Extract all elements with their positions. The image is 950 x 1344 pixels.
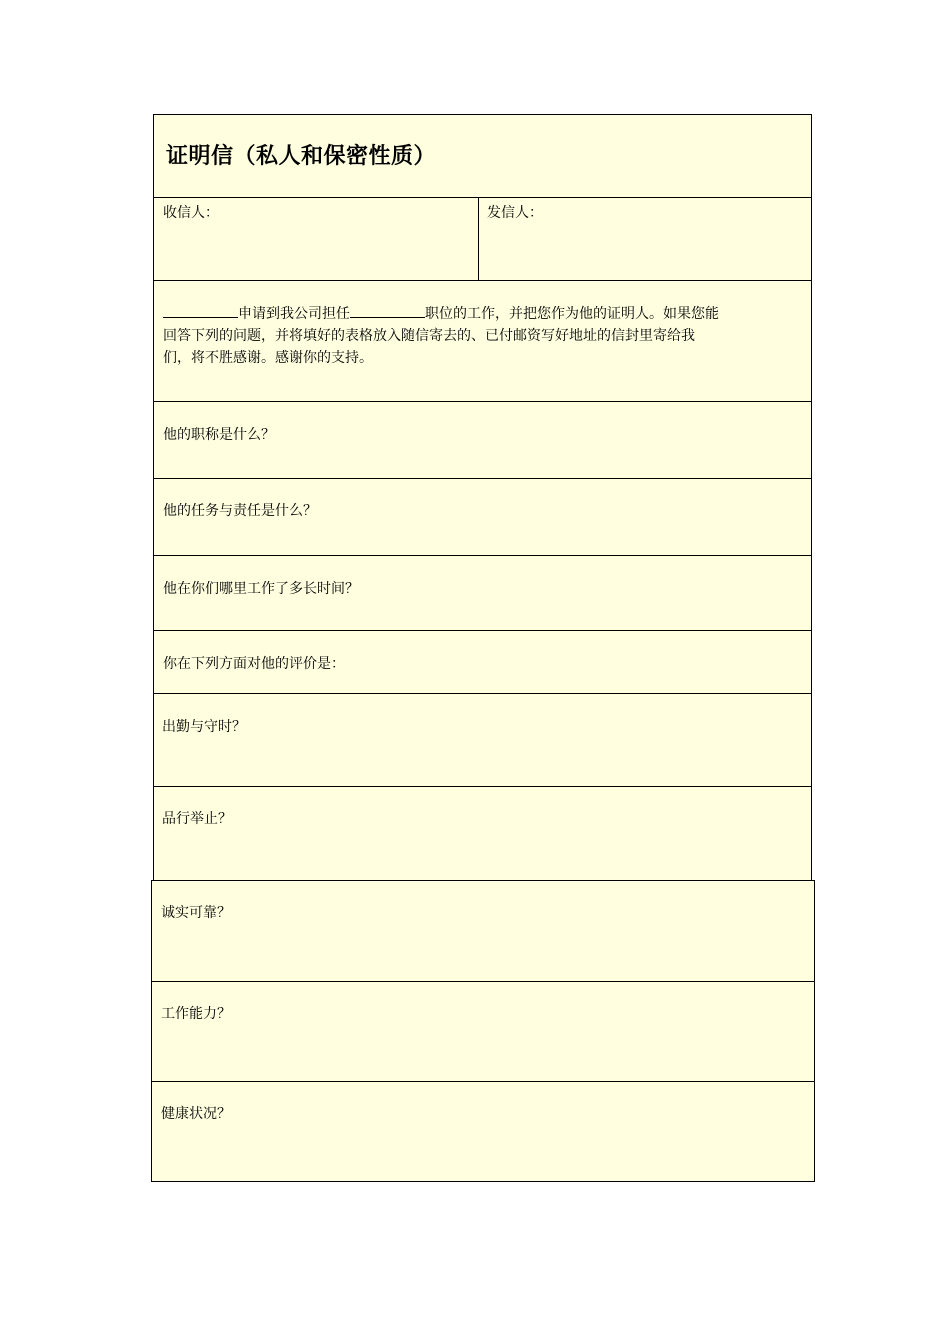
- column-divider: [478, 198, 479, 280]
- question-row-conduct: [153, 786, 812, 882]
- question-row-ability: [151, 981, 815, 1083]
- question-row-title: [153, 401, 812, 479]
- sender-label: 发信人：: [487, 205, 543, 221]
- address-row: [153, 197, 812, 281]
- question-label: 他在你们哪里工作了多长时间？: [163, 581, 359, 597]
- question-row-duties: [153, 478, 812, 556]
- question-label: 他的任务与责任是什么？: [163, 503, 317, 519]
- question-label: 健康状况？: [161, 1106, 231, 1122]
- question-row-health: [151, 1081, 815, 1182]
- intro-row: [153, 280, 812, 402]
- intro-line-3: 们，将不胜感谢。感谢你的支持。: [163, 350, 373, 366]
- question-row-duration: [153, 555, 812, 631]
- intro-paragraph: [163, 303, 803, 369]
- question-label: 品行举止？: [162, 811, 232, 827]
- question-row-honesty: [151, 880, 815, 982]
- form-title: 证明信（私人和保密性质）: [166, 143, 437, 169]
- question-row-attendance: [153, 693, 812, 787]
- intro-part-1: 申请到我公司担任: [238, 306, 350, 322]
- question-row-evaluation: [153, 630, 812, 694]
- question-label: 你在下列方面对他的评价是：: [163, 656, 345, 672]
- intro-line-1: [163, 303, 803, 325]
- name-blank: [163, 303, 238, 318]
- title-row: [153, 114, 812, 198]
- intro-line-2: 回答下列的问题，并将填好的表格放入随信寄去的、已付邮资写好地址的信封里寄给我: [163, 328, 695, 344]
- question-label: 出勤与守时？: [162, 719, 246, 735]
- question-label: 他的职称是什么？: [163, 427, 275, 443]
- question-label: 工作能力？: [161, 1006, 231, 1022]
- question-label: 诚实可靠？: [161, 905, 231, 921]
- intro-part-2: 职位的工作，并把您作为他的证明人。如果您能: [425, 306, 719, 322]
- position-blank: [350, 303, 425, 318]
- recipient-label: 收信人：: [163, 205, 219, 221]
